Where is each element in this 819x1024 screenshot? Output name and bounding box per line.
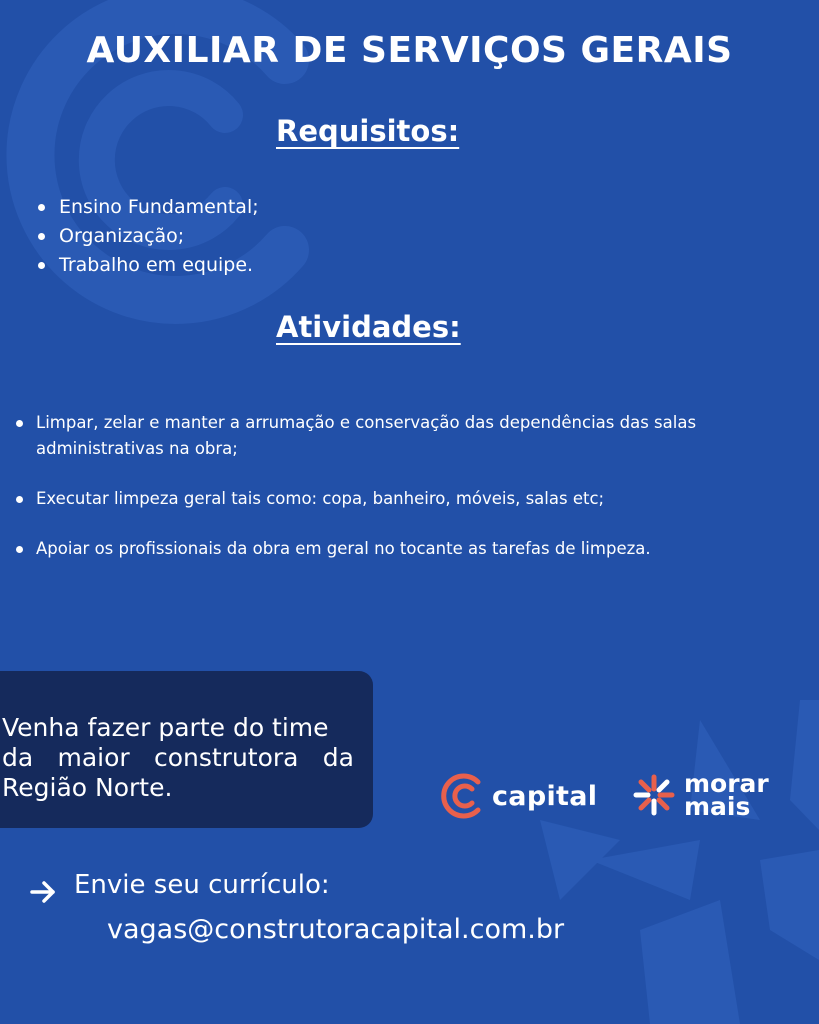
morar-word: morar xyxy=(684,769,769,798)
cta-word: da xyxy=(322,743,354,772)
cta-word: da xyxy=(2,743,34,772)
cta-text-line: Venha fazer parte do time xyxy=(2,713,329,742)
pinwheel-icon xyxy=(632,773,676,817)
contact-email: vagas@construtoracapital.com.br xyxy=(107,914,565,945)
list-item: Organização; xyxy=(38,222,259,251)
cta-word: construtora xyxy=(153,743,299,772)
morar-mais-logo xyxy=(632,769,769,821)
list-item: Apoiar os profissionais da obra em geral no tocante as tarefas de limpeza. xyxy=(16,536,816,562)
list-item: Ensino Fundamental; xyxy=(38,193,259,222)
mais-word: mais xyxy=(684,792,751,821)
list-item: Trabalho em equipe. xyxy=(38,251,259,280)
list-item: Executar limpeza geral tais como: copa, banheiro, móveis, salas etc; xyxy=(16,486,816,512)
capital-wordmark: capital xyxy=(492,780,598,812)
cta-text-line xyxy=(2,743,354,773)
requirements-list xyxy=(38,193,259,280)
activities-heading: Atividades: xyxy=(276,310,461,344)
cta-text-line: Região Norte. xyxy=(2,773,173,802)
requirements-heading: Requisitos: xyxy=(276,114,460,148)
activities-list xyxy=(16,410,816,586)
capital-logo xyxy=(440,772,597,820)
list-item: Limpar, zelar e manter a arrumação e conservação das dependências das salas administrativas na obra; xyxy=(16,410,816,462)
arrow-right-icon xyxy=(29,880,57,904)
capital-c-icon xyxy=(440,772,488,820)
send-resume-label: Envie seu currículo: xyxy=(74,870,330,900)
morar-mais-wordmark xyxy=(684,769,769,821)
page-title: AUXILIAR DE SERVIÇOS GERAIS xyxy=(86,30,733,71)
cta-word: maior xyxy=(57,743,130,772)
